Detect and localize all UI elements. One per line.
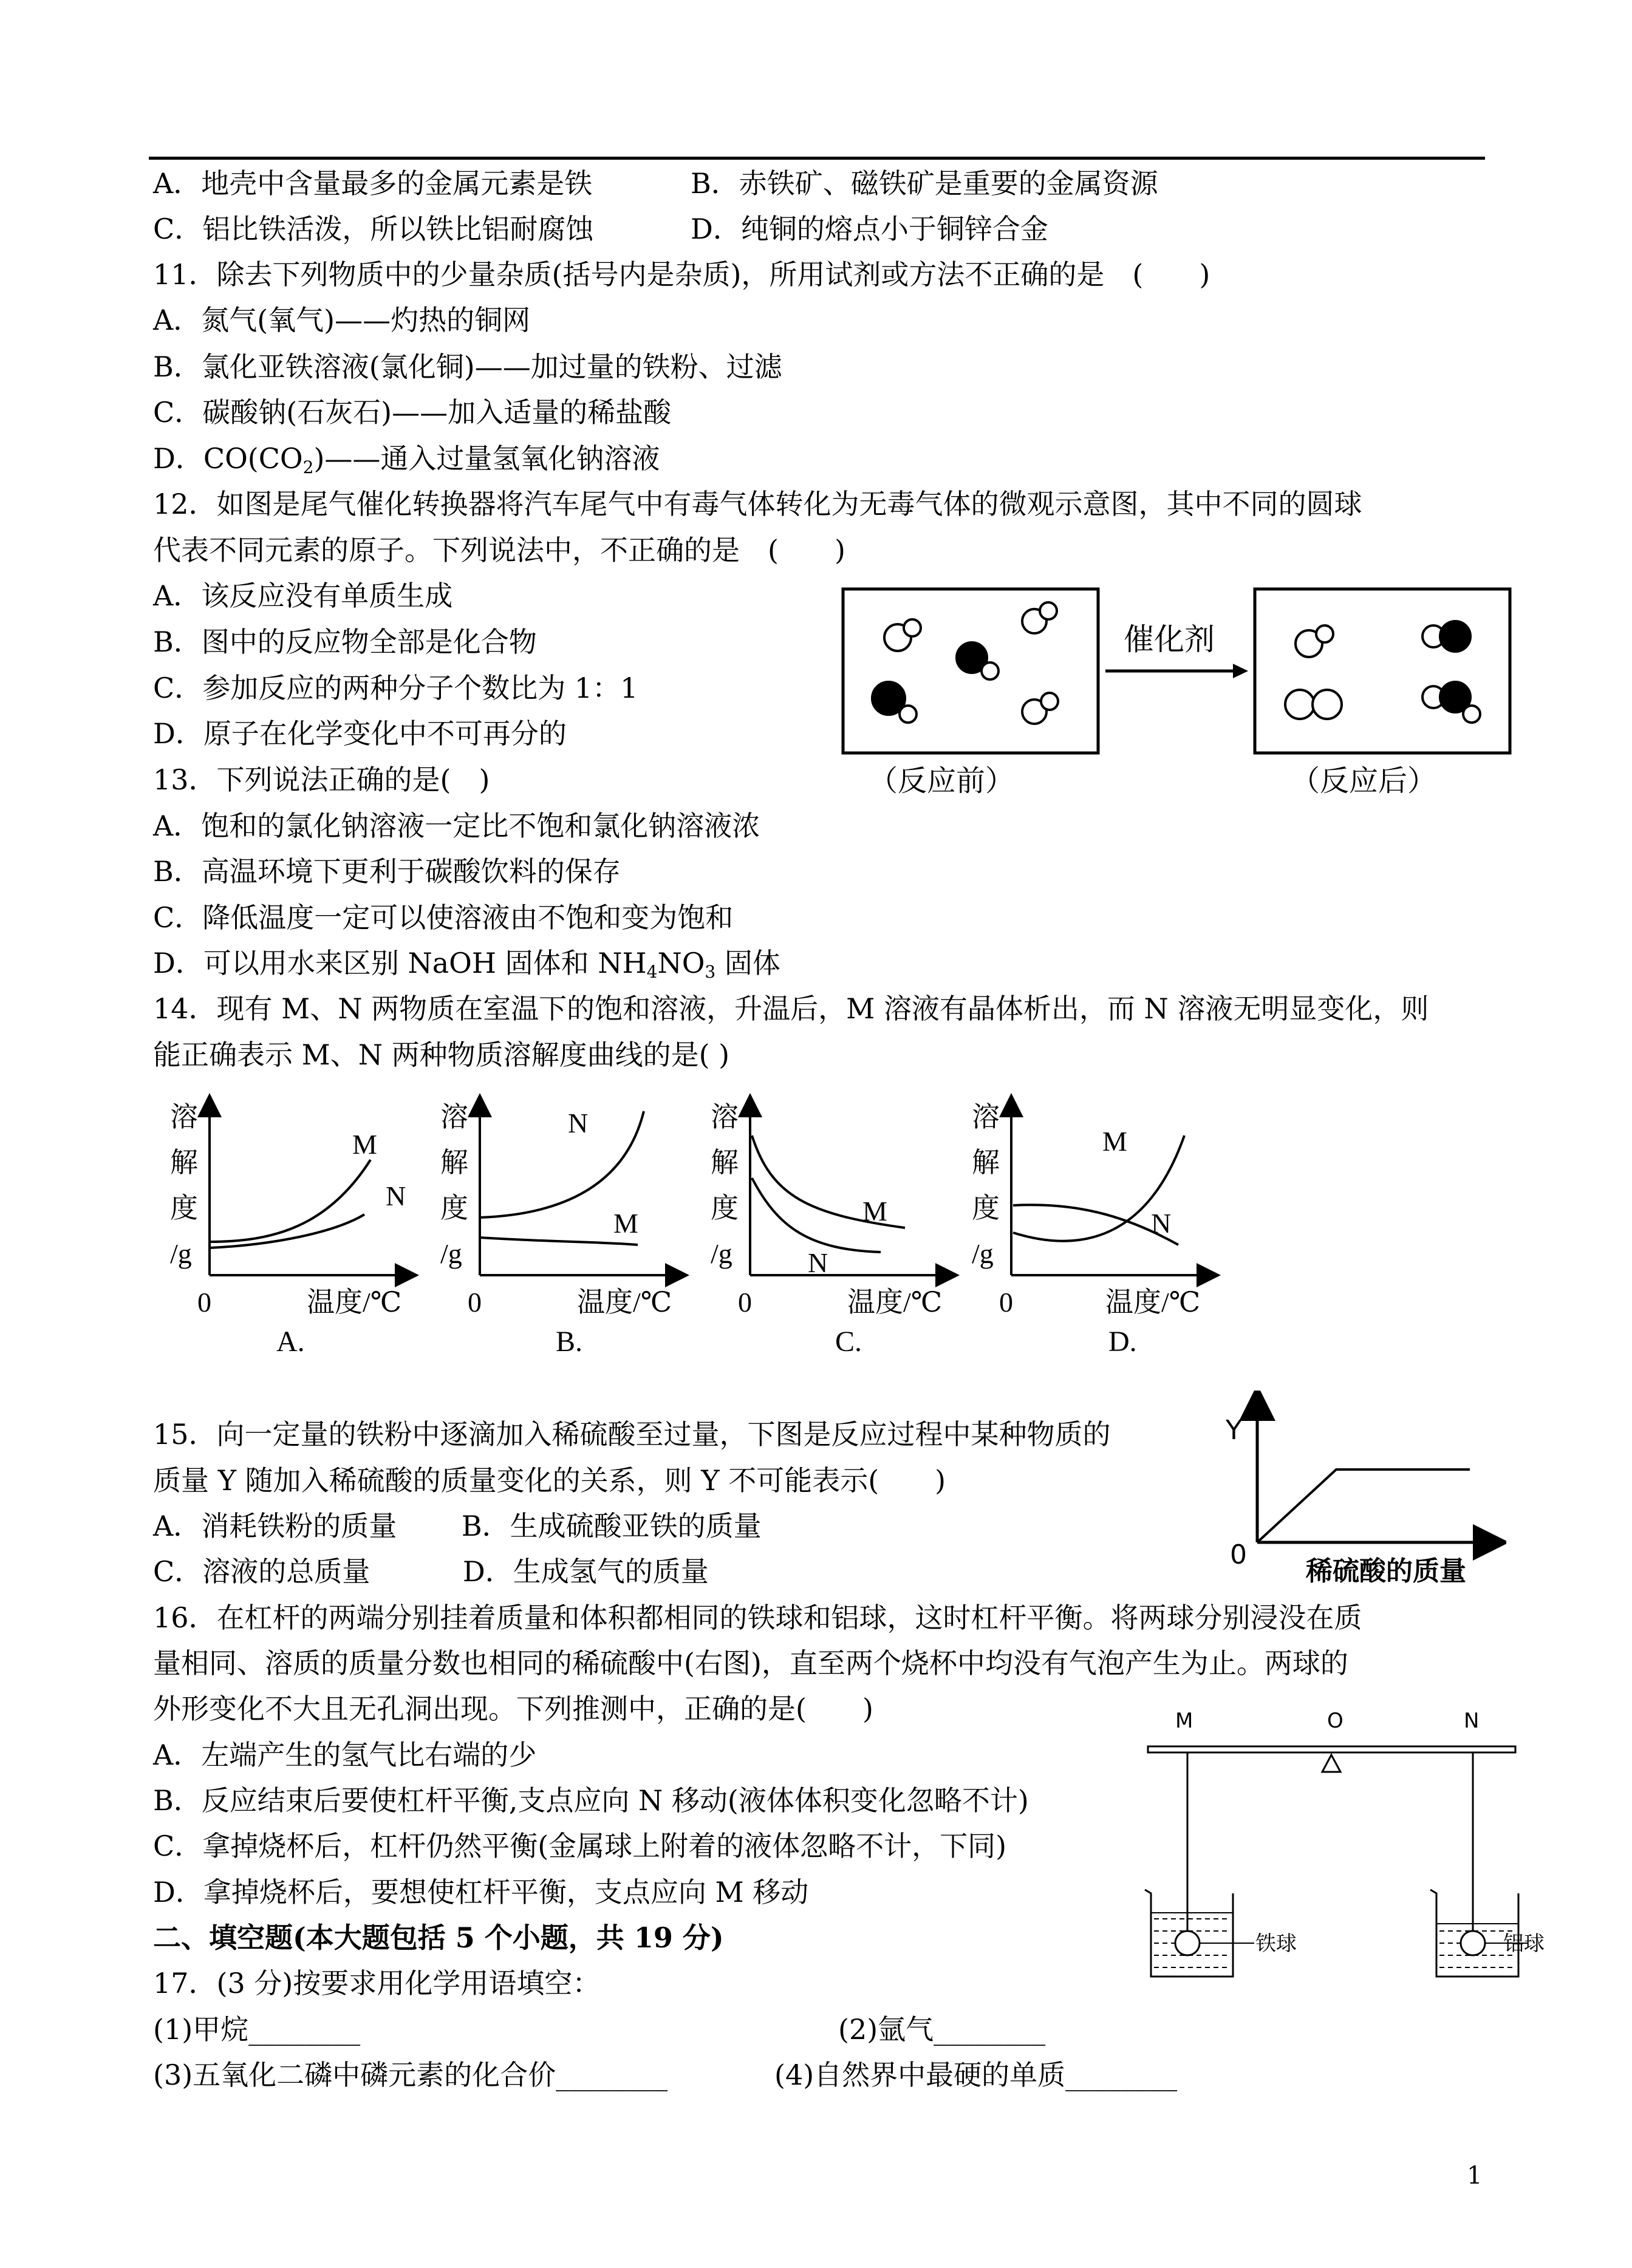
- svg-text:度: 度: [711, 1193, 739, 1224]
- lever-m-label: M: [1175, 1709, 1193, 1733]
- graph-c: [711, 1102, 947, 1358]
- svg-text:N: N: [808, 1247, 828, 1278]
- svg-text:解: 解: [170, 1147, 198, 1178]
- q12-stem-line1: 12．如图是尾气催化转换器将汽车尾气中有毒气体转化为无毒气体的微观示意图，其中不同的圆球: [153, 488, 1362, 520]
- svg-text:温度/℃: 温度/℃: [577, 1287, 672, 1318]
- svg-text:解: 解: [972, 1147, 1000, 1178]
- q12-option-a: A．该反应没有单质生成: [153, 579, 453, 612]
- aluminum-ball-label: 铝球: [1503, 1932, 1545, 1956]
- q16-lever-diagram: [1127, 1700, 1552, 1992]
- svg-text:M: M: [613, 1208, 638, 1239]
- q17-item-3: (3)五氧化二磷中磷元素的化合价________: [153, 2059, 668, 2091]
- q11-option-a: A．氮气(氧气)——灼热的铜网: [153, 304, 531, 336]
- q15-stem-line1: 15．向一定量的铁粉中逐滴加入稀硫酸至过量，下图是反应过程中某种物质的: [153, 1418, 1111, 1451]
- q13-option-d: D．可以用水来区别 NaOH 固体和 $NH_4NO_3$ 固体: [153, 947, 780, 982]
- q17-item-4: (4)自然界中最硬的单质________: [774, 2059, 1178, 2091]
- y-axis-label: Y: [1226, 1415, 1242, 1446]
- q15-stem-line2: 质量 Y 随加入稀硫酸的质量变化的关系，则 Y 不可能表示( ): [153, 1464, 946, 1497]
- svg-text:度: 度: [170, 1193, 198, 1224]
- q16-stem-line3: 外形变化不大且无孔洞出现。下列推测中，正确的是( ): [153, 1692, 873, 1725]
- svg-text:度: 度: [440, 1193, 468, 1224]
- after-box: [1255, 589, 1510, 753]
- iron-ball-label: 铁球: [1255, 1932, 1297, 1956]
- q10-option-d: D．纯铜的熔点小于铜锌合金: [691, 213, 1048, 245]
- x-axis-label: 稀硫酸的质量: [1306, 1556, 1466, 1587]
- svg-text:0: 0: [468, 1287, 482, 1318]
- origin-label: 0: [1230, 1539, 1247, 1570]
- q11-stem: 11．除去下列物质中的少量杂质(括号内是杂质)，所用试剂或方法不正确的是 ( ): [153, 258, 1210, 291]
- q16-option-b: B．反应结束后要使杠杆平衡,支点应向 N 移动(液体体积变化忽略不计): [153, 1784, 1029, 1817]
- q15-graph: [1215, 1391, 1506, 1591]
- fulcrum: [1322, 1755, 1340, 1772]
- q13-option-c: C．降低温度一定可以使溶液由不饱和变为饱和: [153, 901, 734, 934]
- svg-text:N: N: [568, 1108, 589, 1139]
- svg-text:温度/℃: 温度/℃: [307, 1287, 402, 1318]
- svg-text:/g: /g: [440, 1238, 462, 1269]
- q16-option-c: C．拿掉烧杯后，杠杆仍然平衡(金属球上附着的液体忽略不计，下同): [153, 1830, 1007, 1862]
- svg-text:溶: 溶: [440, 1102, 468, 1132]
- header-rule: [149, 157, 1485, 160]
- svg-text:0: 0: [738, 1287, 752, 1318]
- q11-option-c: C．碳酸钠(石灰石)——加入适量的稀盐酸: [153, 396, 672, 429]
- svg-text:B.: B.: [556, 1326, 583, 1358]
- q11-option-b: B．氯化亚铁溶液(氯化铜)——加过量的铁粉、过滤: [153, 350, 782, 383]
- lever-o-label: O: [1327, 1709, 1343, 1733]
- graph-a: [170, 1102, 407, 1358]
- svg-text:N: N: [1151, 1208, 1172, 1239]
- svg-text:解: 解: [711, 1147, 739, 1178]
- svg-text:溶: 溶: [711, 1102, 739, 1132]
- q14-stem-line2: 能正确表示 M、N 两种物质溶解度曲线的是( ): [153, 1038, 730, 1071]
- q14-stem-line1: 14．现有 M、N 两物质在室温下的饱和溶液，升温后，M 溶液有晶体析出，而 N 溶液无明显变化，则: [153, 992, 1429, 1025]
- q15-options-ab: A．消耗铁粉的质量 B．生成硫酸亚铁的质量: [153, 1510, 762, 1542]
- svg-text:/g: /g: [170, 1238, 192, 1269]
- iron-ball: [1175, 1931, 1200, 1955]
- graph-d: [972, 1102, 1209, 1358]
- svg-text:解: 解: [440, 1147, 468, 1178]
- svg-text:N: N: [386, 1180, 406, 1211]
- q16-option-a: A．左端产生的氢气比右端的少: [153, 1738, 537, 1771]
- svg-text:温度/℃: 温度/℃: [1105, 1287, 1201, 1318]
- after-caption: （反应后）: [1291, 765, 1437, 797]
- q14-solubility-graphs: [152, 1093, 1233, 1372]
- svg-text:D.: D.: [1108, 1326, 1137, 1358]
- graph-b: [440, 1102, 677, 1358]
- svg-text:/g: /g: [711, 1238, 732, 1269]
- q15-options-cd: C．溶液的总质量 D．生成氢气的质量: [153, 1555, 709, 1588]
- svg-text:溶: 溶: [972, 1102, 1000, 1132]
- svg-text:0: 0: [197, 1287, 211, 1318]
- svg-text:/g: /g: [972, 1238, 994, 1269]
- q17-item-1: (1)甲烷________: [153, 2013, 361, 2046]
- lever-bar: [1148, 1746, 1515, 1752]
- q10-option-b: B．赤铁矿、磁铁矿是重要的金属资源: [691, 167, 1158, 200]
- section-two-heading: 二、填空题(本大题包括 5 个小题，共 19 分): [153, 1921, 724, 1954]
- catalyst-label: 催化剂: [1124, 622, 1215, 657]
- svg-text:M: M: [1102, 1126, 1127, 1157]
- q16-stem-line2: 量相同、溶质的质量分数也相同的稀硫酸中(右图)，直至两个烧杯中均没有气泡产生为止。两球的: [153, 1647, 1348, 1680]
- svg-text:度: 度: [972, 1193, 1000, 1224]
- svg-text:M: M: [352, 1129, 377, 1160]
- q13-option-a: A．饱和的氯化钠溶液一定比不饱和氯化钠溶液浓: [153, 809, 760, 842]
- before-caption: （反应前）: [869, 765, 1015, 797]
- page-number: 1: [1467, 2162, 1483, 2190]
- q12-stem-line2: 代表不同元素的原子。下列说法中，不正确的是 ( ): [153, 534, 845, 567]
- svg-text:M: M: [862, 1196, 887, 1227]
- q17-item-2: (2)氩气________: [838, 2013, 1046, 2046]
- q12-option-b: B．图中的反应物全部是化合物: [153, 625, 537, 658]
- svg-text:C.: C.: [835, 1326, 862, 1358]
- q13-option-b: B．高温环境下更利于碳酸饮料的保存: [153, 855, 621, 888]
- q12-reaction-diagram: [838, 577, 1531, 808]
- q11-option-d: D．$CO(CO_2)——$通入过量氢氧化钠溶液: [153, 442, 660, 477]
- svg-text:温度/℃: 温度/℃: [847, 1287, 943, 1318]
- q16-option-d: D．拿掉烧杯后，要想使杠杆平衡，支点应向 M 移动: [153, 1876, 809, 1909]
- svg-text:0: 0: [999, 1287, 1013, 1318]
- q10-option-a: A．地壳中含量最多的金属元素是铁: [153, 167, 593, 200]
- svg-text:A.: A.: [276, 1326, 305, 1358]
- q12-option-d: D．原子在化学变化中不可再分的: [153, 717, 567, 750]
- aluminum-ball: [1461, 1931, 1485, 1955]
- q12-option-c: C．参加反应的两种分子个数比为 1：1: [153, 672, 638, 704]
- after-molecules: [1285, 621, 1480, 723]
- q16-stem-line1: 16．在杠杆的两端分别挂着质量和体积都相同的铁球和铝球，这时杠杆平衡。将两球分别浸没在质: [153, 1601, 1362, 1634]
- before-molecules: [872, 602, 1058, 724]
- lever-n-label: N: [1464, 1709, 1480, 1733]
- q13-stem: 13．下列说法正确的是( ): [153, 763, 490, 796]
- svg-text:溶: 溶: [170, 1102, 198, 1132]
- q10-option-c: C．铝比铁活泼，所以铁比铝耐腐蚀: [153, 213, 594, 245]
- q17-stem: 17．(3 分)按要求用化学用语填空：: [153, 1967, 601, 2000]
